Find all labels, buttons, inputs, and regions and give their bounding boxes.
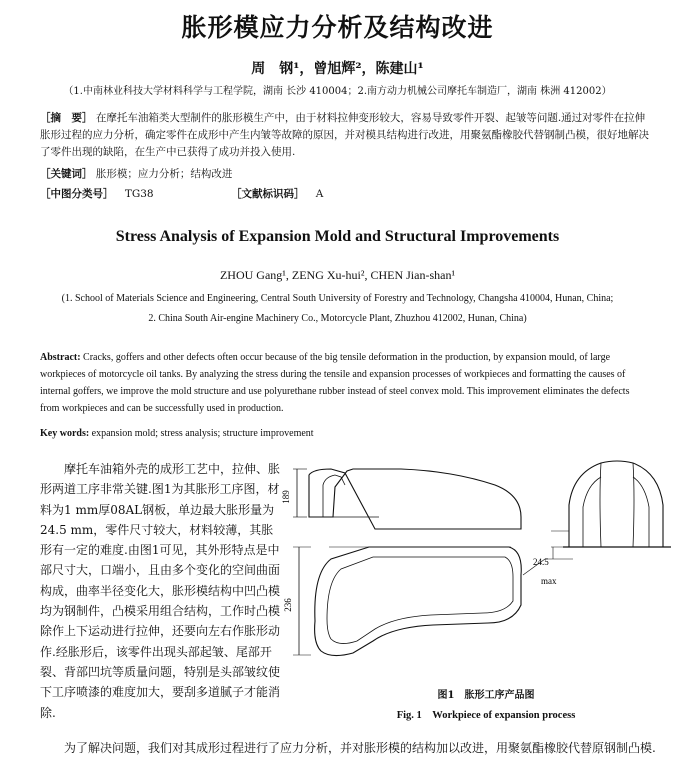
figure-workpiece-drawing — [283, 455, 675, 681]
english-abstract — [40, 349, 640, 417]
dim-height-top: 189 — [281, 490, 291, 504]
dim-max: max — [541, 576, 557, 586]
dim-expansion: 24.5 — [533, 557, 549, 567]
dim-height-bottom: 236 — [283, 598, 293, 612]
classification-line — [40, 186, 652, 203]
class-number-value: TG38 — [124, 188, 154, 200]
chinese-affiliation: （1.中南林业科技大学材料科学与工程学院，湖南 长沙 410004；2.南方动力机械公司摩托车制造厂，湖南 株洲 412002） — [63, 86, 612, 97]
english-abstract-label: Abstract: — [40, 352, 81, 363]
document-code-label: ［文献标识码］ — [230, 188, 305, 200]
chinese-keywords — [40, 166, 652, 183]
chinese-keywords-label: ［关键词］ — [40, 168, 93, 180]
english-keywords-text: expansion mold; stress analysis; structure improvement — [91, 428, 314, 439]
body-paragraph-2: 为了解决问题，我们对其成形过程进行了应力分析，并对胀形模的结构加以改进，用聚氨酯橡胶代替原钢制凸模. — [64, 741, 656, 755]
chinese-abstract-text: 在摩托车油箱类大型制件的胀形模生产中，由于材料拉伸变形较大，容易导致零件开裂、起皱等问题.通过对零件在拉伸胀形过程的应力分析，确定零件在成形中产生内皱等故障的原因，并对模具结构进行改进，用聚氨酯橡胶代替钢制凸模，很好地解决了零件出现的缺陷，在生产中已获得了成功并投入使用. — [40, 112, 649, 158]
figure-caption-chinese: 图1 胀形工序产品图 — [437, 690, 535, 701]
english-abstract-text: Cracks, goffers and other defects often occur because of the big tensile deformation in the production, by expansion mould, of large workpieces of motorcycle oil tanks. By analyzing the stress during the tensile and expansion processes of workpieces and formatting the causes of internal goffers, we improve the mold structure and use polyurethane rubber instead of steel convex mold. This improvement eliminates the defects from workpieces and can be successfully used in production. — [40, 352, 630, 414]
tank-plan-outline — [315, 547, 522, 656]
english-affiliation-1: (1. School of Materials Science and Engineering, Central South University of Forestry and Technology, Changsha 410004, Hunan, China; — [61, 293, 614, 304]
english-affiliation-2: 2. China South Air-engine Machinery Co., Motorcycle Plant, Zhuzhou 412002, Hunan, China) — [148, 313, 527, 324]
figure-caption-english: Fig. 1 Workpiece of expansion process — [396, 710, 576, 721]
english-keywords-label: Key words: — [40, 428, 90, 439]
chinese-keywords-text: 胀形模；应力分析；结构改进 — [95, 168, 233, 180]
chinese-abstract-label: ［摘 要］ — [40, 112, 93, 124]
english-title: Stress Analysis of Expansion Mold and Structural Improvements — [115, 228, 560, 245]
english-keywords — [40, 425, 640, 442]
chinese-title: 胀形模应力分析及结构改进 — [181, 13, 494, 42]
class-number-label: ［中图分类号］ — [40, 188, 114, 200]
document-code-value: A — [315, 188, 324, 200]
english-authors: ZHOU Gang¹, ZENG Xu-hui², CHEN Jian-shan¹ — [219, 268, 456, 282]
body-paragraph-1: 摩托车油箱外壳的成形工艺中，拉伸、胀形两道工序非常关键.图1为其胀形工序图，材料为1 mm厚08AL钢板，单边最大胀形量为24.5 mm，零件尺寸较大，材料较薄，其胀形有一定的难度.由图1可见，其外形特点是中部尺寸大，口端小，且由多个变化的空间曲面构成，曲率半径变化大，胀形模结构中凹凸模均为钢制件，凸模采用组合结构，工作时凸模除作上下运动进行拉伸，还要向左右作胀形动作.经胀形后，该零件出现头部起皱、尾部开裂、背部凹坑等质量问题，特别是头部皱纹使下工序喷漆的难度加大，要刮多道腻子才能消除. — [40, 462, 281, 720]
chinese-authors: 周 钢¹，曾旭辉²，陈建山¹ — [251, 61, 424, 77]
tank-side-profile — [309, 469, 521, 529]
chinese-abstract — [40, 110, 652, 161]
